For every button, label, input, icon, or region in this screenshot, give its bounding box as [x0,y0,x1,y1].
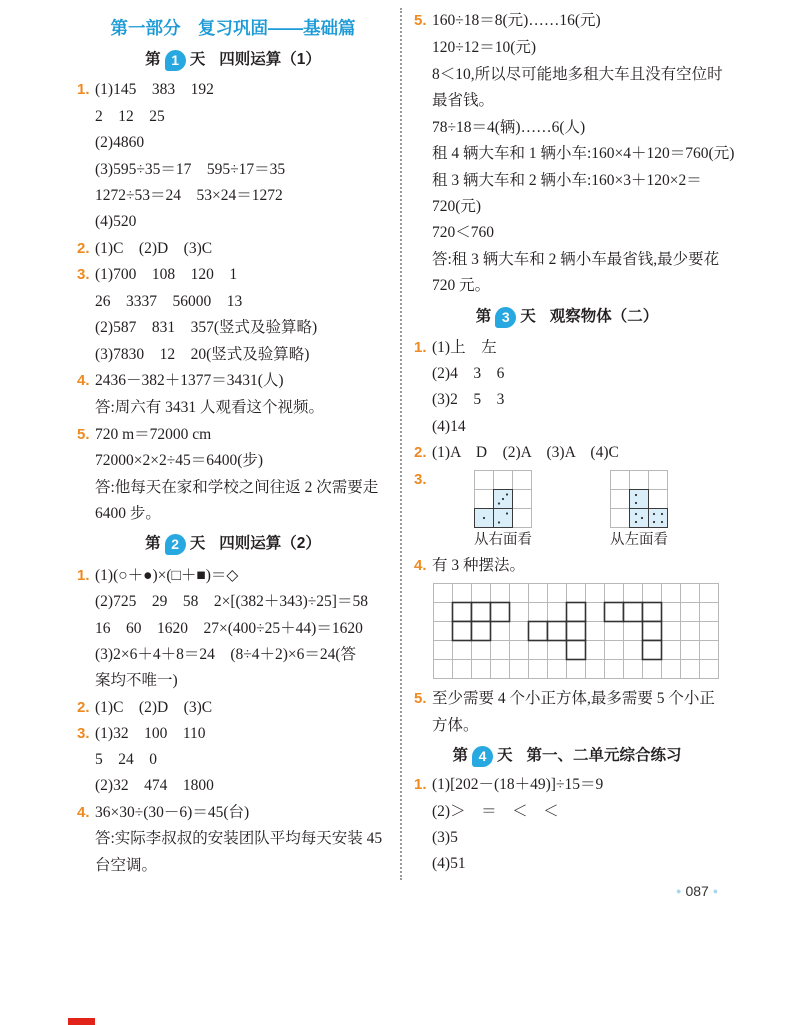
question-number: 2. [77,240,90,257]
question-number: 5. [414,690,427,707]
page-number-block [676,881,718,901]
answer-line: 方体。 [432,717,479,734]
day-number-badge: 2 [165,534,186,555]
answer-line: 720 m＝72000 cm [95,426,212,443]
answer-line: (4)14 [432,418,466,435]
question-number: 1. [77,81,90,98]
day-title: 四则运算（2） [219,535,321,552]
answer-line: (2)4 3 6 [432,365,505,382]
question-number: 1. [414,339,427,356]
question-number: 2. [77,699,90,716]
answer-line: (1)上 左 [432,339,497,356]
answer-line: 6400 步。 [95,505,161,522]
day-prefix: 第 [145,535,161,552]
answer-line: (2)＞ ＝ ＜ ＜ [432,803,559,820]
day-title: 四则运算（1） [219,51,321,68]
answer-line: (2)32 474 1800 [95,777,214,794]
day-suffix: 天 [496,747,513,764]
figure-caption-right-view: 从右面看 [474,532,532,548]
answer-line: 2 12 25 [95,108,165,125]
question-number: 5. [77,426,90,443]
cube-face [630,490,649,509]
figure-caption-left-view: 从左面看 [610,532,668,548]
day-suffix: 天 [189,51,206,68]
answer-line: 1272÷53＝24 53×24＝1272 [95,187,283,204]
answer-line: (1)145 383 192 [95,81,214,98]
answer-line: (1)32 100 110 [95,725,206,742]
cube-face [494,509,513,528]
answer-line: 720＜760 [432,224,495,241]
answer-line: 台空调。 [95,857,158,874]
answer-line: 5 24 0 [95,751,158,768]
answer-line: 答:实际李叔叔的安装团队平均每天安装 45 [95,830,383,847]
arrangement-grid [433,583,720,680]
answer-line: (4)520 [95,213,137,230]
day-prefix: 第 [452,747,468,764]
question-number: 4. [77,804,90,821]
day-number-badge: 1 [165,50,186,71]
day-2-heading [78,532,388,556]
answer-line: (3)2 5 3 [432,391,505,408]
day-prefix: 第 [145,51,161,68]
question-number: 5. [414,12,427,29]
answer-line: (1)700 108 120 1 [95,266,238,283]
day-number-badge: 4 [472,746,493,767]
answer-line: 16 60 1620 27×(400÷25＋44)＝1620 [95,620,363,637]
day-3-heading [412,305,722,329]
question-number: 4. [414,557,427,574]
answer-line: 答:周六有 3431 人观看这个视频。 [95,399,325,416]
answer-line: 78÷18＝4(辆)……6(人) [432,119,586,136]
answer-line: 至少需要 4 个小正方体,最多需要 5 个小正 [432,690,715,707]
answer-line: (2)587 831 357(竖式及验算略) [95,319,318,336]
answer-line: (2)725 29 58 2×[(382＋343)÷25]＝58 [95,593,368,610]
answer-line: 720(元) [432,198,482,215]
left-view-figure [610,470,669,529]
question-number: 1. [77,567,90,584]
cube-face [630,509,649,528]
question-number: 1. [414,776,427,793]
answer-line: 答:租 3 辆大车和 2 辆小车最省钱,最少要花 [432,251,720,268]
day-suffix: 天 [189,535,206,552]
answer-line: 租 4 辆大车和 1 辆小车:160×4＋120＝760(元) [432,145,735,162]
section-title: 第一部分 复习巩固——基础篇 [110,18,356,38]
answer-line: (2)4860 [95,134,145,151]
answer-line: 有 3 种摆法。 [432,557,526,574]
day-title: 观察物体（二） [549,308,659,325]
answer-line: 36×30÷(30－6)＝45(台) [95,804,250,821]
answer-line: 租 3 辆大车和 2 辆小车:160×3＋120×2＝ [432,172,702,189]
answer-line: 答:他每天在家和学校之间往返 2 次需要走 [95,479,379,496]
answer-line: (3)595÷35＝17 595÷17＝35 [95,161,286,178]
answer-line: 26 3337 56000 13 [95,293,243,310]
page-number: 087 [685,883,709,899]
answer-line: 2436－382＋1377＝3431(人) [95,372,284,389]
day-title: 第一、二单元综合练习 [526,747,682,764]
answer-line: 72000×2×2÷45＝6400(步) [95,452,264,469]
question-number: 2. [414,444,427,461]
answer-line: (3)5 [432,829,458,846]
footer-red-bar [68,1018,95,1025]
answer-line: 720 元。 [432,277,491,294]
answer-line: 最省钱。 [432,92,495,109]
answer-line: (1)[202－(18＋49)]÷15＝9 [432,776,604,793]
day-4-heading [412,744,722,768]
answer-line: (4)51 [432,855,466,872]
day-suffix: 天 [520,308,536,325]
question-number: 3. [414,471,427,488]
day-number-badge: 3 [495,307,516,328]
decor-dot-icon: ● [712,886,719,896]
question-number: 3. [77,725,90,742]
answer-line: 160÷18＝8(元)……16(元) [432,12,601,29]
right-view-figure [474,470,533,529]
answer-line: (3)7830 12 20(竖式及验算略) [95,346,310,363]
answer-line: 120÷12＝10(元) [432,39,537,56]
question-number: 3. [77,266,90,283]
decor-dot-icon: ● [676,886,682,896]
question-number: 4. [77,372,90,389]
answer-line: (1)C (2)D (3)C [95,240,213,257]
answer-line: (1)A D (2)A (3)A (4)C [432,444,619,461]
answer-line: (1)C (2)D (3)C [95,699,213,716]
answer-line: 案均不唯一) [95,672,178,689]
answer-line: (1)(○＋●)×(□＋■)＝◇ [95,567,239,584]
day-prefix: 第 [475,308,492,325]
answer-line: 8＜10,所以尽可能地多租大车且没有空位时 [432,66,723,83]
answer-line: (3)2×6＋4＋8＝24 (8÷4＋2)×6＝24(答 [95,646,357,663]
cube-face [649,509,668,528]
day-1-heading [78,48,388,72]
column-divider [400,8,402,880]
